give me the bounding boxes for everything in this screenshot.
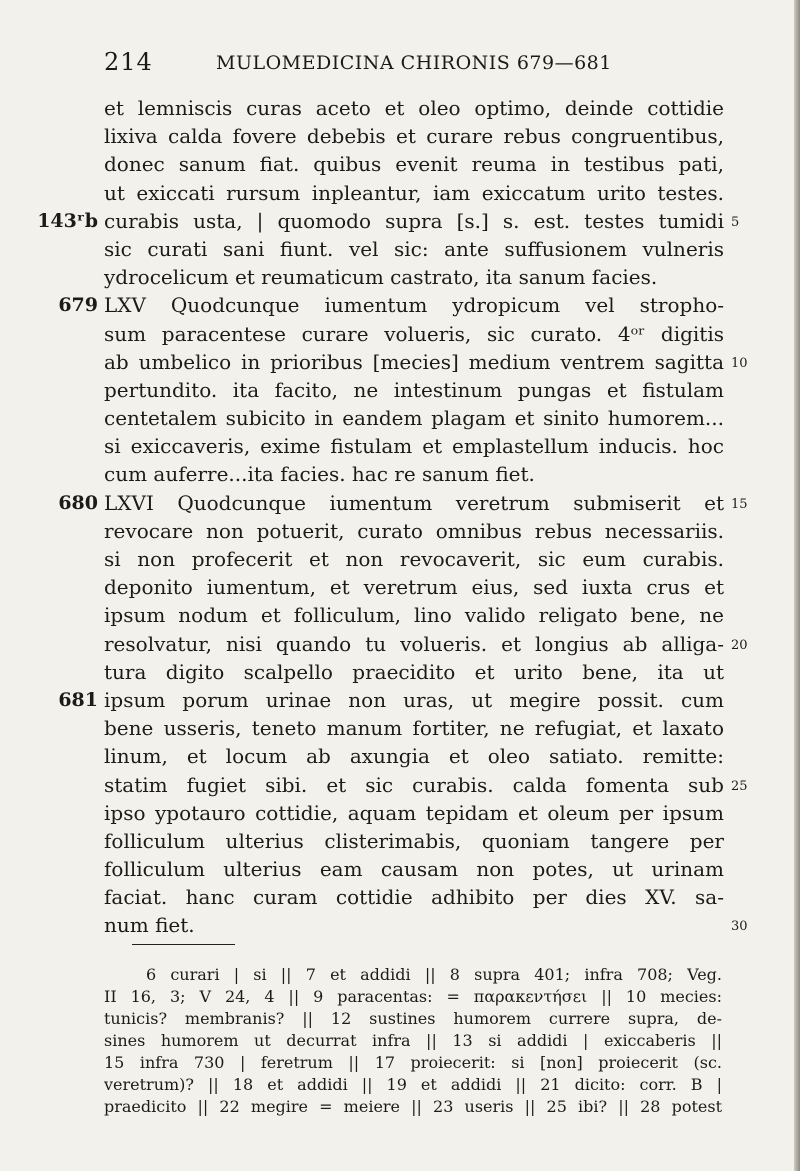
text-line xyxy=(58,489,748,517)
line-text: num fiet. xyxy=(104,913,195,938)
line-number: 25 xyxy=(731,778,748,794)
line-number: 10 xyxy=(731,355,748,371)
text-line xyxy=(104,376,724,404)
line-text: cum auferre...ita facies. hac re sanum fiet. xyxy=(104,462,535,487)
apparatus-line: 6 curari | si || 7 et addidi || 8 supra 401; infra 708; Veg. xyxy=(146,965,722,984)
line-text: ipso ypotauro cottidie, aquam tepidam et oleum per ipsum xyxy=(104,800,724,825)
margin-reference: 680 xyxy=(58,491,98,514)
line-text: sum paracentese curare volueris, sic curato. 4ᵒʳ digitis xyxy=(104,321,724,346)
line-text: tura digito scalpello praecidito et urito bene, ita ut xyxy=(104,659,724,684)
line-text: curabis usta, | quomodo supra [s.] s. est. testes tumidi xyxy=(104,208,724,233)
text-line xyxy=(104,714,724,742)
line-text: ydrocelicum et reumaticum castrato, ita sanum facies. xyxy=(104,265,658,290)
line-text: bene usseris, teneto manum fortiter, ne refugiat, et laxato xyxy=(104,716,724,741)
footnote-rule xyxy=(132,944,235,945)
line-text: revocare non potuerit, curato omnibus rebus necessariis. xyxy=(104,518,724,543)
line-text: si exiccaveris, exime fistulam et emplastellum inducis. hoc xyxy=(104,434,724,459)
text-line xyxy=(58,291,724,319)
apparatus-line: tunicis? membranis? || 12 sustines humorem currere supra, de- xyxy=(104,1009,722,1028)
text-line xyxy=(104,911,748,939)
text-line xyxy=(104,799,724,827)
text-line xyxy=(104,348,748,376)
line-number: 30 xyxy=(731,919,748,935)
line-text: LXV Quodcunque iumentum ydropicum vel stropho- xyxy=(104,293,724,318)
text-line xyxy=(104,883,724,911)
line-text: si non profecerit et non revocaverit, sic eum curabis. xyxy=(104,547,724,571)
main-text xyxy=(37,94,748,940)
line-text: pertundito. ita facito, ne intestinum pungas et fistulam xyxy=(104,377,724,402)
text-line xyxy=(104,235,724,263)
line-number: 5 xyxy=(731,214,740,230)
text-line xyxy=(104,404,724,432)
line-text: centetalem subicito in eandem plagam et sinito humorem... xyxy=(104,406,724,431)
text-line xyxy=(104,771,748,799)
page-header xyxy=(104,48,724,78)
text-line xyxy=(104,263,724,291)
text-line xyxy=(104,601,724,629)
apparatus-line: praedicito || 22 megire = meiere || 23 useris || 25 ibi? || 28 potest xyxy=(104,1097,722,1116)
text-line xyxy=(104,432,724,460)
line-text: ipsum nodum et folliculum, lino valido religato bene, ne xyxy=(104,603,724,628)
line-text: donec sanum fiat. quibus evenit reuma in testibus pati, xyxy=(104,152,724,177)
line-text: linum, et locum ab axungia et oleo satiato. remitte: xyxy=(104,744,724,769)
margin-reference: 681 xyxy=(58,688,98,711)
text-line xyxy=(37,207,740,235)
apparatus-line: veretrum)? || 18 et addidi || 19 et addidi || 21 dicito: corr. B | xyxy=(104,1075,722,1094)
running-title: MULOMEDICINA CHIRONIS 679—681 xyxy=(216,52,612,74)
text-line xyxy=(58,686,724,714)
apparatus-line: II 16, 3; V 24, 4 || 9 paracentas: = παρακεντήσει || 10 mecies: xyxy=(104,987,722,1006)
line-number: 20 xyxy=(731,637,748,653)
line-text: folliculum ulterius clisterimabis, quoniam tangere per xyxy=(104,828,724,853)
text-line xyxy=(104,855,724,883)
text-line xyxy=(104,94,724,122)
line-text: LXVI Quodcunque iumentum veretrum submiserit et xyxy=(104,490,724,515)
line-text: statim fugiet sibi. et sic curabis. calda fomenta sub xyxy=(104,772,724,797)
critical-apparatus xyxy=(104,964,722,1118)
line-number: 15 xyxy=(731,496,748,512)
line-text: ut exiccati rursum inpleantur, iam exiccatum urito testes. xyxy=(104,180,724,205)
margin-reference: 143ʳb xyxy=(37,209,98,232)
line-text: faciat. hanc curam cottidie adhibito per dies XV. sa- xyxy=(104,885,724,910)
line-text: sic curati sani fiunt. vel sic: ante suffusionem vulneris xyxy=(104,236,724,261)
page-number: 214 xyxy=(104,48,153,76)
margin-reference: 679 xyxy=(58,294,98,317)
line-text: folliculum ulterius eam causam non potes, ut urinam xyxy=(104,857,724,882)
text-line xyxy=(104,630,748,658)
text-line xyxy=(104,545,724,573)
text-line xyxy=(104,742,724,770)
apparatus-line: sines humorem ut decurrat infra || 13 si addidi | exiccaberis || xyxy=(104,1031,722,1050)
page-edge-shadow xyxy=(794,0,800,1171)
text-line xyxy=(104,827,724,855)
text-line xyxy=(104,658,724,686)
line-text: resolvatur, nisi quando tu volueris. et longius ab alliga- xyxy=(104,631,724,656)
text-line xyxy=(104,320,724,348)
text-line xyxy=(104,122,724,150)
line-text: et lemniscis curas aceto et oleo optimo, deinde cottidie xyxy=(104,96,724,120)
text-line xyxy=(104,460,724,488)
line-text: ipsum porum urinae non uras, ut megire possit. cum xyxy=(104,687,724,712)
text-line xyxy=(104,517,724,545)
text-line xyxy=(104,179,724,207)
text-line xyxy=(104,150,724,178)
line-text: deponito iumentum, et veretrum eius, sed iuxta crus et xyxy=(104,575,724,600)
line-text: ab umbelico in prioribus [mecies] medium ventrem sagitta xyxy=(104,349,724,374)
line-text: lixiva calda fovere debebis et curare rebus congruentibus, xyxy=(104,124,724,149)
text-line xyxy=(104,573,724,601)
apparatus-line: 15 infra 730 | feretrum || 17 proiecerit: si [non] proiecerit (sc. xyxy=(104,1053,722,1072)
